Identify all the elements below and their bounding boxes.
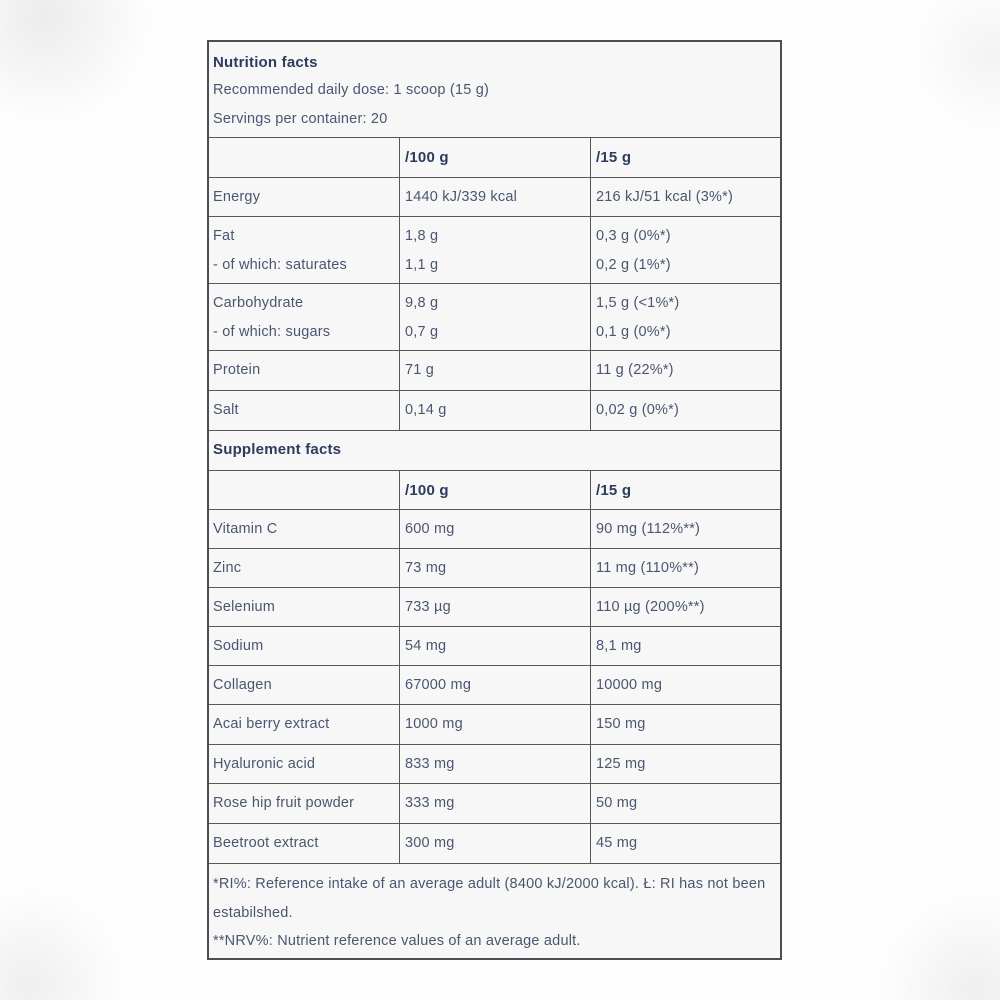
table-row-sodium — [209, 626, 780, 665]
table-row-collagen — [209, 665, 780, 704]
supplement-facts-header — [209, 430, 780, 470]
cell-per100: 54 mg — [399, 627, 590, 665]
cell-label: Vitamin C — [213, 521, 278, 537]
footnotes-section — [209, 863, 780, 958]
per-15g-column-header: /15 g — [590, 471, 780, 509]
table-row-energy — [209, 177, 780, 216]
cell-label: Salt — [213, 402, 239, 418]
cell-per100: 73 mg — [399, 549, 590, 587]
cell-label: Fat - of which: saturates — [213, 228, 347, 273]
cell-label: Zinc — [213, 560, 242, 576]
per-100g-column-header: /100 g — [399, 471, 590, 509]
cell-per15: 0,3 g (0%*) 0,2 g (1%*) — [590, 217, 780, 283]
cell-per100: 71 g — [399, 351, 590, 390]
cell-per100: 333 mg — [399, 784, 590, 823]
empty-header-cell — [209, 471, 399, 509]
per-100g-column-header: /100 g — [399, 138, 590, 177]
cell-per100: 1000 mg — [399, 705, 590, 744]
table-row-zinc — [209, 548, 780, 587]
cell-per15: 8,1 mg — [590, 627, 780, 665]
table-row-selenium — [209, 587, 780, 626]
footnote-ri: *RI%: Reference intake of an average adult (8400 kJ/2000 kcal). Ł: RI has not been estabilshed. — [213, 876, 766, 921]
table-row-vitamin-c — [209, 509, 780, 548]
table-row-beetroot-extract — [209, 823, 780, 863]
cell-label: Sodium — [213, 638, 264, 654]
cell-per100: 300 mg — [399, 824, 590, 863]
supplement-column-header-row — [209, 470, 780, 509]
cell-per15: 45 mg — [590, 824, 780, 863]
cell-per100: 0,14 g — [399, 391, 590, 430]
cell-per100: 733 µg — [399, 588, 590, 626]
cell-label: Collagen — [213, 677, 272, 693]
cell-per100: 833 mg — [399, 745, 590, 783]
cell-per15: 1,5 g (<1%*) 0,1 g (0%*) — [590, 284, 780, 350]
cell-per100: 9,8 g 0,7 g — [399, 284, 590, 350]
cell-label: Carbohydrate - of which: sugars — [213, 295, 331, 340]
cell-per100: 600 mg — [399, 510, 590, 548]
footnote-nrv: **NRV%: Nutrient reference values of an average adult. — [213, 933, 581, 949]
cell-per100: 1440 kJ/339 kcal — [399, 178, 590, 216]
table-row-salt — [209, 390, 780, 430]
cell-per15: 125 mg — [590, 745, 780, 783]
cell-label: Selenium — [213, 599, 276, 615]
nutrition-column-header-row — [209, 137, 780, 177]
cell-per15: 11 g (22%*) — [590, 351, 780, 390]
table-row-hyaluronic-acid — [209, 744, 780, 783]
table-row-fat — [209, 216, 780, 283]
servings-line: Servings per container: 20 — [213, 111, 388, 127]
cell-per100: 1,8 g 1,1 g — [399, 217, 590, 283]
cell-per100: 67000 mg — [399, 666, 590, 704]
nutrition-facts-table — [207, 40, 782, 960]
cell-per15: 50 mg — [590, 784, 780, 823]
per-15g-column-header: /15 g — [590, 138, 780, 177]
cell-per15: 10000 mg — [590, 666, 780, 704]
table-row-carbohydrate — [209, 283, 780, 350]
empty-header-cell — [209, 138, 399, 177]
cell-per15: 0,02 g (0%*) — [590, 391, 780, 430]
supplement-facts-title: Supplement facts — [213, 441, 342, 458]
nutrition-facts-title: Nutrition facts — [213, 54, 318, 71]
recommended-dose-line: Recommended daily dose: 1 scoop (15 g) — [213, 82, 489, 98]
cell-label: Acai berry extract — [213, 716, 330, 732]
table-row-acai-berry-extract — [209, 704, 780, 744]
cell-per15: 216 kJ/51 kcal (3%*) — [590, 178, 780, 216]
cell-per15: 110 µg (200%**) — [590, 588, 780, 626]
cell-per15: 11 mg (110%**) — [590, 549, 780, 587]
cell-label: Protein — [213, 362, 261, 378]
table-row-protein — [209, 350, 780, 390]
cell-per15: 150 mg — [590, 705, 780, 744]
cell-label: Energy — [213, 189, 261, 205]
cell-per15: 90 mg (112%**) — [590, 510, 780, 548]
table-row-rose-hip-fruit-powder — [209, 783, 780, 823]
cell-label: Beetroot extract — [213, 835, 319, 851]
cell-label: Hyaluronic acid — [213, 756, 316, 772]
nutrition-facts-intro — [209, 42, 780, 137]
cell-label: Rose hip fruit powder — [213, 795, 355, 811]
